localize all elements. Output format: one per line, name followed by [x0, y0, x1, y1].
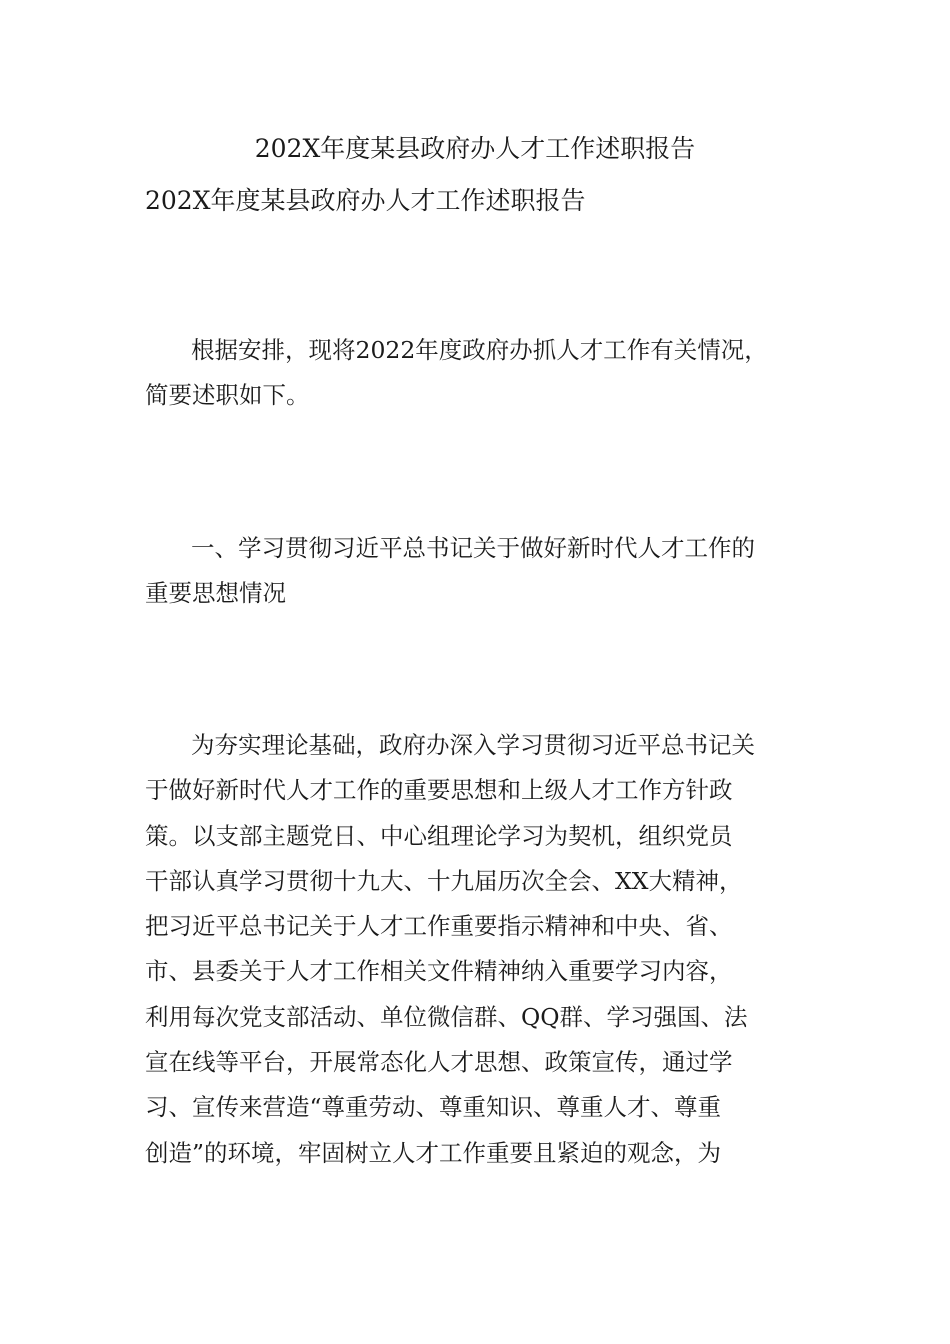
paragraph-line: 市、县委关于人才工作相关文件精神纳入重要学习内容， [145, 957, 733, 986]
paragraph-line: 于做好新时代人才工作的重要思想和上级人才工作方针政 [145, 776, 733, 805]
intro-paragraph [145, 328, 815, 419]
paragraph-line: 为夯实理论基础，政府办深入学习贯彻习近平总书记关 [191, 731, 755, 759]
section1-heading [145, 526, 815, 617]
section1-body [145, 723, 815, 1176]
paragraph-line: 习、宣传来营造“尊重劳动、尊重知识、尊重人才、尊重 [145, 1093, 722, 1122]
document-title: 202X年度某县政府办人才工作述职报告 [254, 134, 696, 163]
paragraph-line: 简要述职如下。 [145, 381, 310, 410]
paragraph-line: 根据安排，现将2022年度政府办抓人才工作有关情况， [191, 336, 768, 364]
paragraph-line: 把习近平总书记关于人才工作重要指示精神和中央、省、 [145, 912, 733, 941]
heading-line: 重要思想情况 [145, 579, 286, 608]
paragraph-line: 干部认真学习贯彻十九大、十九届历次全会、XX大精神， [145, 866, 743, 895]
document-subtitle: 202X年度某县政府办人才工作述职报告 [145, 186, 586, 215]
paragraph-line: 创造”的环境，牢固树立人才工作重要且紧迫的观念，为 [145, 1138, 722, 1167]
paragraph-line: 宣在线等平台，开展常态化人才思想、政策宣传，通过学 [145, 1048, 733, 1077]
paragraph-line: 利用每次党支部活动、单位微信群、QQ群、学习强国、法 [145, 1002, 748, 1031]
heading-line: 一、学习贯彻习近平总书记关于做好新时代人才工作的 [191, 534, 755, 562]
paragraph-line: 策。以支部主题党日、中心组理论学习为契机，组织党员 [145, 821, 733, 850]
